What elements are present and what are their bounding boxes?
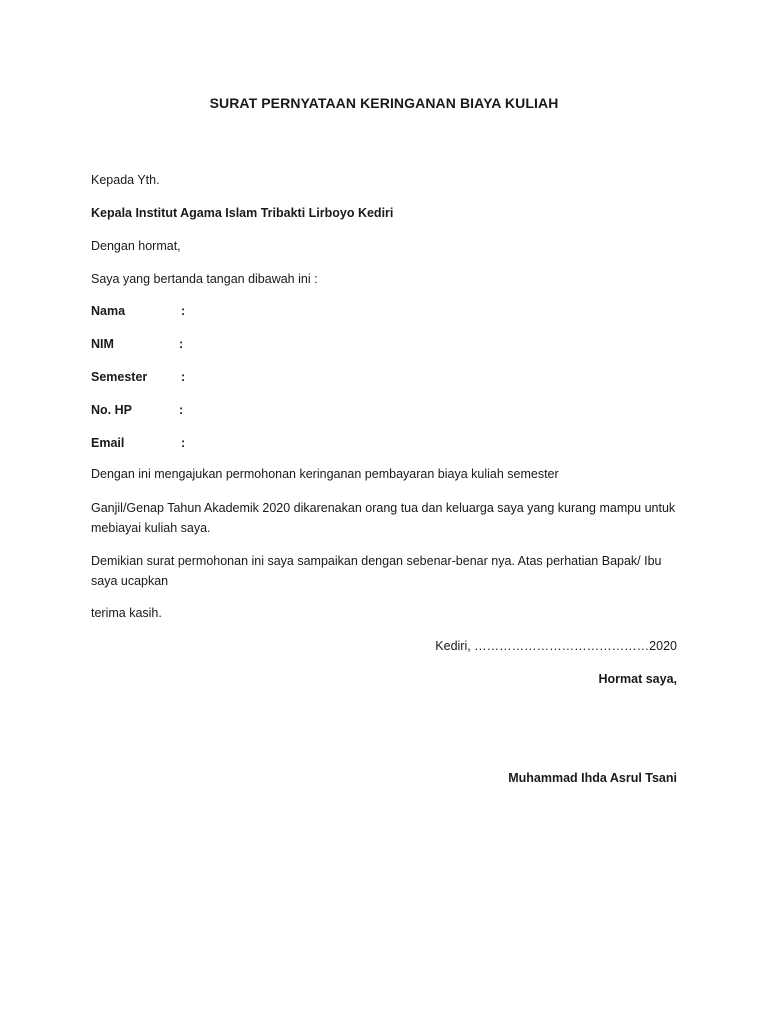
signer-name: Muhammad Ihda Asrul Tsani (508, 771, 677, 785)
field-label: NIM (91, 337, 114, 351)
field-email (91, 436, 185, 450)
field-colon: : (181, 304, 186, 318)
field-colon: : (181, 436, 186, 450)
field-label: No. HP (91, 403, 132, 417)
field-semester (91, 370, 185, 384)
field-colon: : (181, 370, 186, 384)
field-nama (91, 304, 185, 318)
body-paragraph-3: Demikian surat permohonan ini saya sampaikan dengan sebenar-benar nya. Atas perhatian Bapak/ Ibu saya ucapkan (91, 554, 662, 588)
field-label: Email (91, 436, 125, 450)
field-colon: : (179, 403, 184, 417)
field-label: Semester (91, 370, 148, 384)
field-colon: : (179, 337, 184, 351)
place-date: Kediri, ……………………………………2020 (435, 639, 677, 653)
field-label: Nama (91, 304, 126, 318)
body-paragraph-4: terima kasih. (91, 606, 162, 620)
greeting: Dengan hormat, (91, 239, 181, 253)
body-paragraph-2: Ganjil/Genap Tahun Akademik 2020 dikarenakan orang tua dan keluarga saya yang kurang mampu untuk mebiayai kuliah saya. (91, 501, 676, 535)
field-no-hp (91, 403, 183, 417)
field-nim (91, 337, 183, 351)
intro-text: Saya yang bertanda tangan dibawah ini : (91, 272, 318, 286)
body-paragraph-1: Dengan ini mengajukan permohonan keringanan pembayaran biaya kuliah semester (91, 467, 559, 481)
recipient-name: Kepala Institut Agama Islam Tribakti Lirboyo Kediri (91, 206, 394, 220)
regards: Hormat saya, (598, 672, 677, 686)
document-title: SURAT PERNYATAAN KERINGANAN BIAYA KULIAH (209, 95, 559, 111)
recipient-salutation: Kepada Yth. (91, 173, 160, 187)
